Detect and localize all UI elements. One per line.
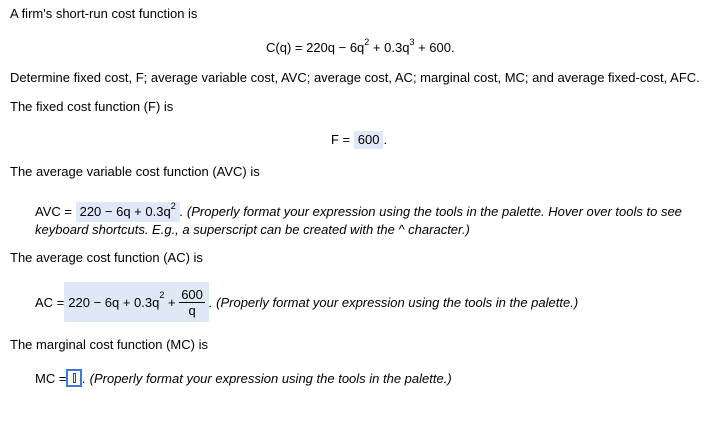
ac-answer-fraction xyxy=(179,287,205,318)
ac-fraction-denominator: q xyxy=(188,302,196,318)
mc-label: MC = xyxy=(35,370,67,386)
avc-hint-line1: . (Properly format your expression using the tools in the palette. Hover over tools to see xyxy=(179,204,682,219)
cost-function-exp2: 3 xyxy=(409,37,415,47)
avc-answer-field[interactable] xyxy=(76,202,180,222)
avc-label: AVC = xyxy=(35,204,76,219)
ac-fraction-numerator: 600 xyxy=(181,286,203,302)
cost-function-exp1: 2 xyxy=(364,37,370,47)
ac-row xyxy=(35,282,578,322)
avc-row xyxy=(35,202,682,222)
mc-row xyxy=(35,368,452,388)
fixed-cost-suffix: . xyxy=(383,132,388,147)
avc-answer-exponent: 2 xyxy=(170,201,176,211)
ac-label: AC = xyxy=(35,294,65,310)
cost-function-tail: + 600. xyxy=(414,40,455,55)
avc-hint-line2: keyboard shortcuts. E.g., a superscript can be created with the ^ character.) xyxy=(35,222,470,237)
ac-answer-field[interactable]: 220 − 6q + 0.3q 2 + $\frac{600}{q}$ xyxy=(64,282,209,322)
fixed-cost-prompt: The fixed cost function (F) is xyxy=(10,99,174,114)
ac-hint: . (Properly format your expression using the tools in the palette.) xyxy=(208,294,579,310)
cost-function-mid: + 0.3q xyxy=(369,40,410,55)
ac-answer-plus: + xyxy=(164,294,180,310)
cost-function xyxy=(266,37,455,56)
mc-answer-input[interactable] xyxy=(66,369,82,387)
ac-answer-base: 220 − 6q + 0.3q xyxy=(68,294,160,310)
text-cursor-icon xyxy=(73,373,76,383)
avc-prompt: The average variable cost function (AVC) is xyxy=(10,164,260,179)
instruction-text: Determine fixed cost, F; average variable cost, AVC; average cost, AC; marginal cost, MC; and average fixed-cost, AFC. xyxy=(10,70,700,85)
mc-prompt: The marginal cost function (MC) is xyxy=(10,337,208,352)
ac-prompt: The average cost function (AC) is xyxy=(10,250,203,265)
intro-text: A firm's short-run cost function is xyxy=(10,6,198,21)
cost-function-lhs: C(q) = 220q − 6q xyxy=(266,40,365,55)
fixed-cost-answer-field[interactable]: 600 xyxy=(354,131,384,149)
avc-answer-base: 220 − 6q + 0.3q xyxy=(79,204,171,219)
mc-hint: . (Properly format your expression using the tools in the palette.) xyxy=(82,370,452,386)
fixed-cost-row xyxy=(331,131,387,149)
fixed-cost-label: F = xyxy=(331,132,354,147)
